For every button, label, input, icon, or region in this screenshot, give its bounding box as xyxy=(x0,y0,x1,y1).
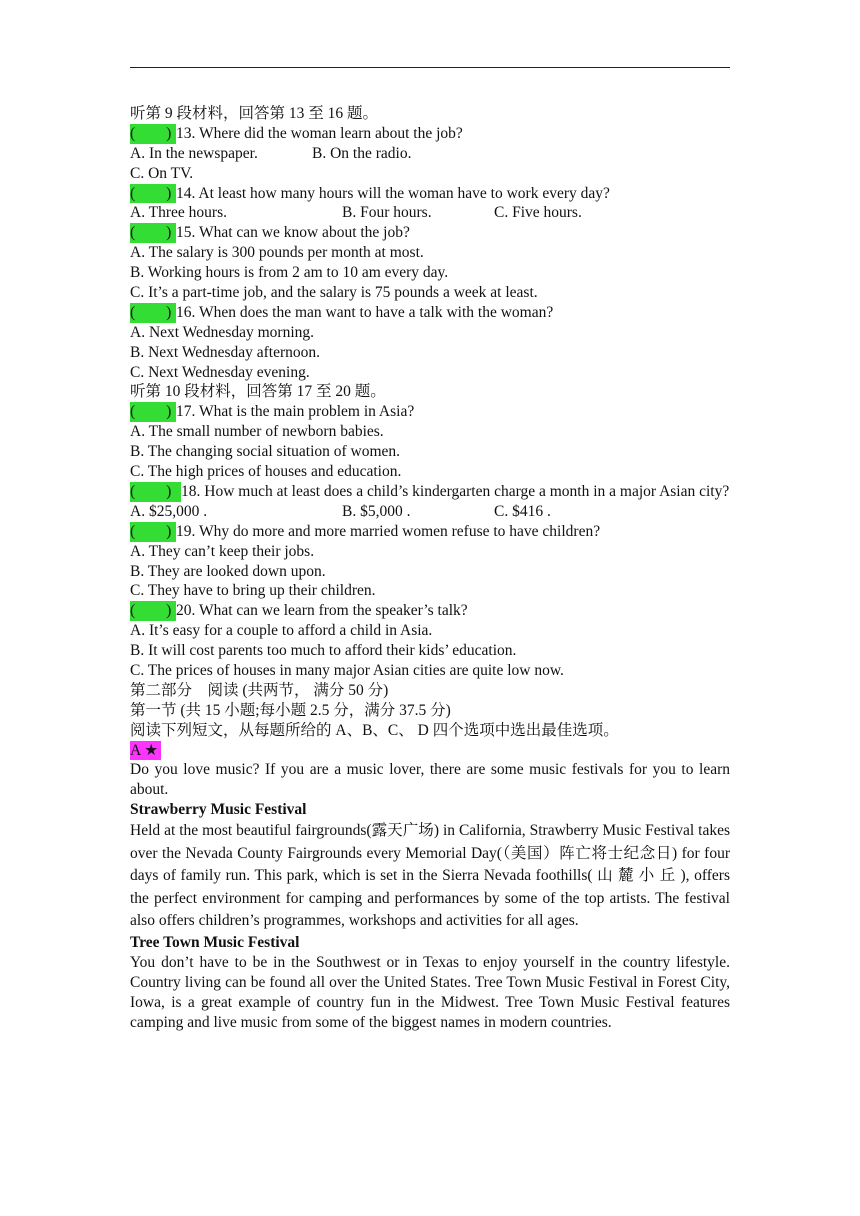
instructions: 阅读下列短文，从每题所给的 A、B、C、 D 四个选项中选出最佳选项。 xyxy=(130,721,619,739)
question-stem: 17. What is the main problem in Asia? xyxy=(176,403,415,421)
passage-label xyxy=(130,741,730,761)
question-stem: 18. How much at least does a child’s kindergarten charge a month in a major Asian city? xyxy=(181,482,730,500)
option-b: B. $5,000 . xyxy=(342,502,411,520)
option-c: C. $416 . xyxy=(494,502,551,520)
answer-blank[interactable]: ( ) xyxy=(130,184,176,204)
option-a: A. They can’t keep their jobs. xyxy=(130,542,315,560)
option-c: C. The prices of houses in many major Asian cities are quite low now. xyxy=(130,661,564,679)
option-a: A. Three hours. xyxy=(130,204,227,222)
section-heading: 第一节 (共 15 小题;每小题 2.5 分，满分 37.5 分) xyxy=(130,701,451,719)
passage-paragraph: You don’t have to be in the Southwest or in Texas to enjoy yourself in the country lifestyle. Country living can be found all over the United States. Tree Town Music Festival in Forest City, Iowa, is a great example of country fun in the Midwest. Tree Town Music Festival features camping and live music from some of the biggest names in modern countries. xyxy=(130,953,730,1031)
header-rule xyxy=(130,67,730,68)
question-16 xyxy=(130,303,730,323)
answer-blank[interactable]: ( ) xyxy=(130,124,176,144)
passage-heading: Tree Town Music Festival xyxy=(130,934,300,952)
answer-blank[interactable]: ( ) xyxy=(130,522,176,542)
part-heading: 第二部分 阅读 (共两节， 满分 50 分) xyxy=(130,681,389,699)
option-b: B. It will cost parents too much to afford their kids’ education. xyxy=(130,642,517,660)
section-heading: 听第 10 段材料，回答第 17 至 20 题。 xyxy=(130,383,386,401)
options-row xyxy=(130,502,730,522)
option-a: A. In the newspaper. xyxy=(130,144,258,162)
passage-paragraph: Held at the most beautiful fairgrounds(露天广场) in California, Strawberry Music Festival takes over the Nevada County Fairgrounds every Memorial Day(（美国）阵亡将士纪念日) for four days of family run. This park, which is set in the Sierra Nevada foothills( 山 麓 小 丘 ), offers the perfect environment for camping and performances by some of the top artists. The festival also offers children’s programmes, workshops and activities for all ages. xyxy=(130,822,730,930)
question-19 xyxy=(130,522,730,542)
option-c: C. The high prices of houses and education. xyxy=(130,463,402,481)
option-b: B. They are looked down upon. xyxy=(130,562,326,580)
question-stem: 16. When does the man want to have a talk with the woman? xyxy=(176,303,554,321)
option-a: A. Next Wednesday morning. xyxy=(130,323,315,341)
document-body xyxy=(130,104,730,1033)
option-c: C. Next Wednesday evening. xyxy=(130,363,310,381)
question-stem: 19. Why do more and more married women refuse to have children? xyxy=(176,522,601,540)
question-14 xyxy=(130,184,730,204)
option-a: A. $25,000 . xyxy=(130,502,208,520)
option-b: B. Four hours. xyxy=(342,204,432,222)
section-heading: 听第 9 段材料，回答第 13 至 16 题。 xyxy=(130,105,379,122)
answer-blank[interactable]: ( ) xyxy=(130,482,181,502)
passage-heading: Strawberry Music Festival xyxy=(130,801,307,819)
passage-label-badge: A ★ xyxy=(130,741,161,761)
passage-intro: Do you love music? If you are a music lover, there are some music festivals for you to learn about. xyxy=(130,761,730,799)
option-c: C. On TV. xyxy=(130,164,194,182)
option-a: A. It’s easy for a couple to afford a child in Asia. xyxy=(130,622,433,640)
question-17 xyxy=(130,402,730,422)
option-b: B. On the radio. xyxy=(312,144,412,162)
question-15 xyxy=(130,223,730,243)
option-c: C. Five hours. xyxy=(494,204,582,222)
option-b: B. Working hours is from 2 am to 10 am every day. xyxy=(130,264,449,282)
option-a: A. The salary is 300 pounds per month at most. xyxy=(130,244,424,262)
answer-blank[interactable]: ( ) xyxy=(130,223,176,243)
question-18 xyxy=(130,482,730,502)
question-stem: 20. What can we learn from the speaker’s talk? xyxy=(176,602,468,620)
option-a: A. The small number of newborn babies. xyxy=(130,423,384,441)
question-20 xyxy=(130,601,730,621)
answer-blank[interactable]: ( ) xyxy=(130,303,176,323)
options-row xyxy=(130,203,730,223)
option-c: C. It’s a part-time job, and the salary is 75 pounds a week at least. xyxy=(130,284,538,302)
answer-blank[interactable]: ( ) xyxy=(130,402,176,422)
option-b: B. Next Wednesday afternoon. xyxy=(130,343,321,361)
question-stem: 15. What can we know about the job? xyxy=(176,224,410,242)
answer-blank[interactable]: ( ) xyxy=(130,601,176,621)
option-b: B. The changing social situation of women. xyxy=(130,443,401,461)
option-c: C. They have to bring up their children. xyxy=(130,582,376,600)
options-row xyxy=(130,144,730,164)
question-stem: 13. Where did the woman learn about the job? xyxy=(176,124,463,142)
question-stem: 14. At least how many hours will the woman have to work every day? xyxy=(176,184,610,202)
question-13 xyxy=(130,124,730,144)
